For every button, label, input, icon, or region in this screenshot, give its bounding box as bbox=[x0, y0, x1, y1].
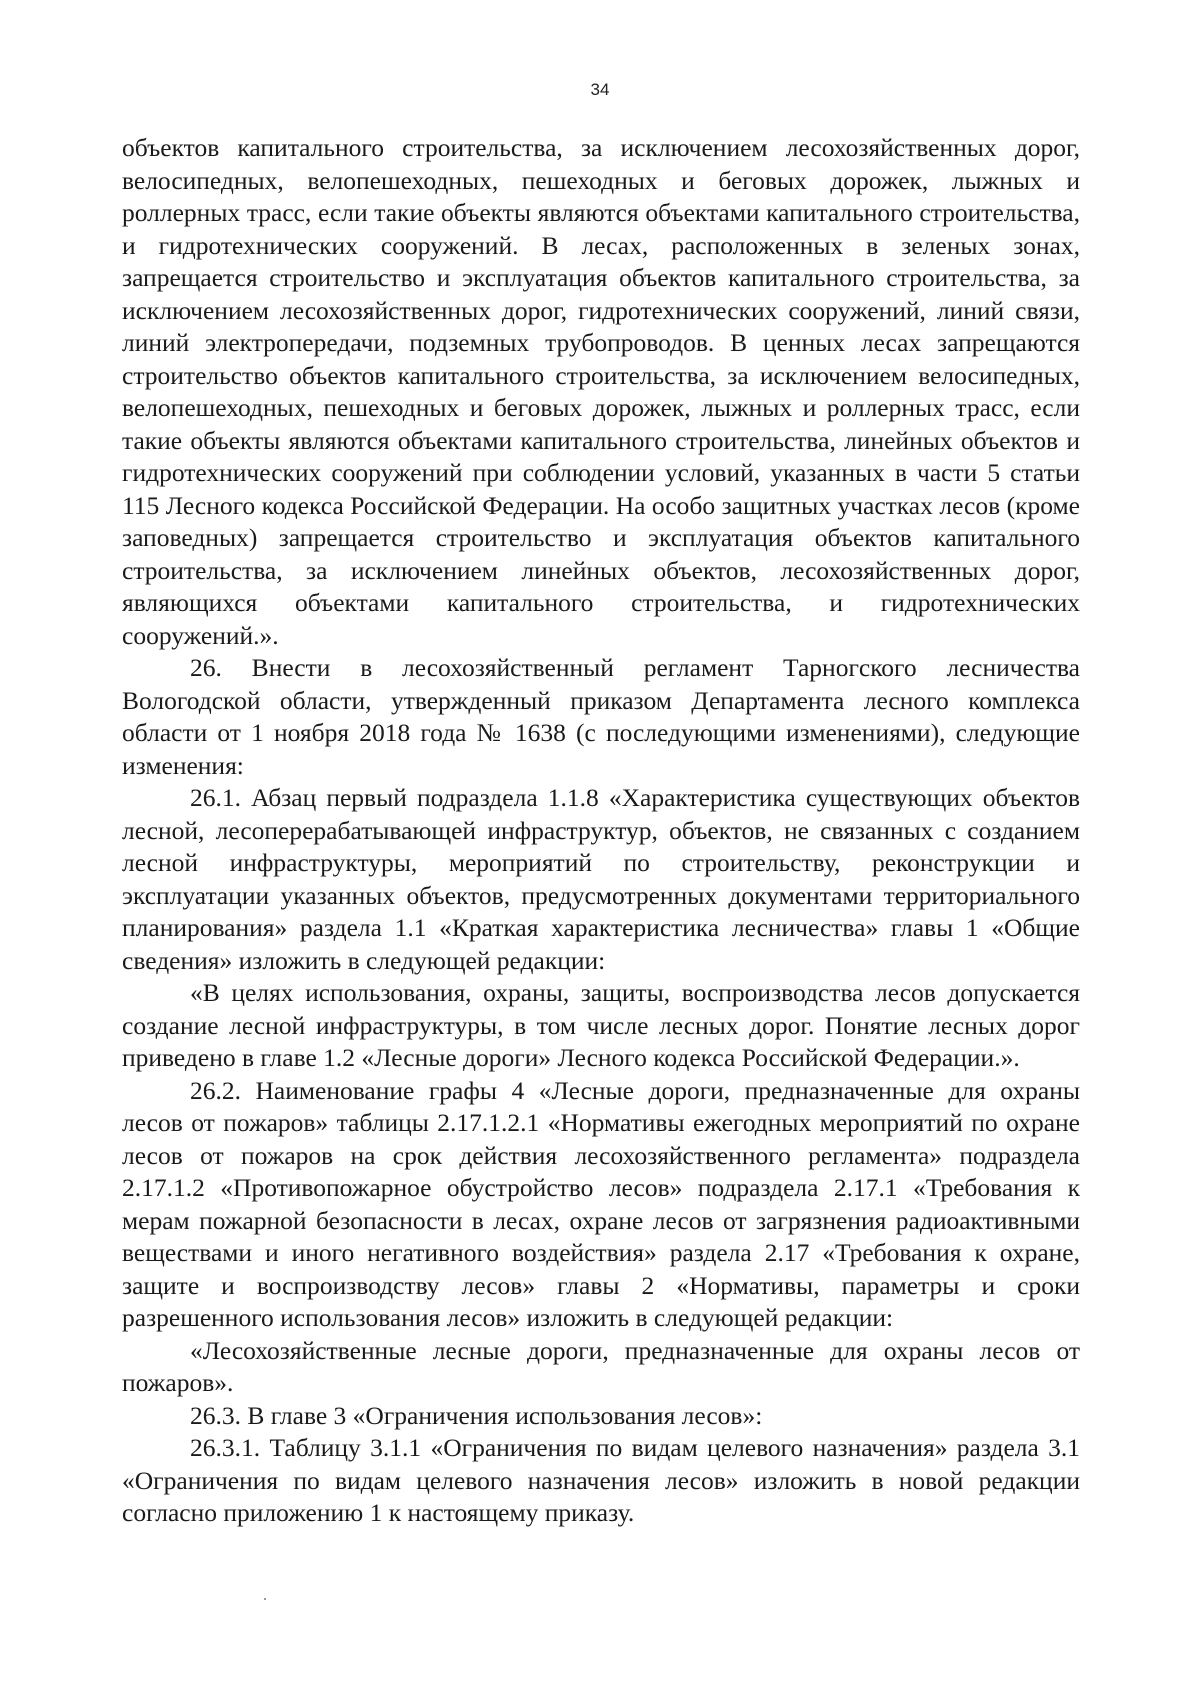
page-number: 34 bbox=[590, 80, 610, 99]
paragraph-item-26-2: 26.2. Наименование графы 4 «Лесные дороги, предназначенные для охраны лесов от пожаров» таблицы 2.17.1.2.1 «Нормативы ежегодных мероприятий по охране лесов от пожаров на срок действия лесохозяйственного регламента» подраздела 2.17.1.2 «Противопожарное обустройство лесов» подраздела 2.17.1 «Требования к мерам пожарной безопасности в лесах, охране лесов от загрязнения радиоактивными веществами и иного негативного воздействия» раздела 2.17 «Требования к охране, защите и воспроизводству лесов» главы 2 «Нормативы, параметры и сроки разрешенного использования лесов» изложить в следующей редакции: bbox=[122, 1075, 1080, 1332]
paragraph-continuation: объектов капитального строительства, за исключением лесохозяйственных дорог, велосипедных, велопешеходных, пешеходных и беговых дорожек, лыжных и роллерных трасс, если такие объекты являются объектами капитального строительства, и гидротехнических сооружений. В лесах, расположенных в зеленых зонах, запрещается строительство и эксплуатация объектов капитального строительства, за исключением лесохозяйственных дорог, гидротехнических сооружений, линий связи, линий электропередачи, подземных трубопроводов. В ценных лесах запрещаются строительство объектов капитального строительства, за исключением велосипедных, велопешеходных, пешеходных и беговых дорожек, лыжных и роллерных трасс, если такие объекты являются объектами капитального строительства, линейных объектов и гидротехнических сооружений при соблюдении условий, указанных в части 5 статьи 115 Лесного кодекса Российской Федерации. На особо защитных участках лесов (кроме заповедных) запрещается строительство и эксплуатация объектов капитального строительства, за исключением линейных объектов, лесохозяйственных дорог, являющихся объектами капитального строительства, и гидротехнических сооружений.». bbox=[122, 133, 1080, 650]
paragraph-item-26-3-1: 26.3.1. Таблицу 3.1.1 «Ограничения по видам целевого назначения» раздела 3.1 «Ограничения по видам целевого назначения лесов» изложить в новой редакции согласно приложению 1 к настоящему приказу. bbox=[122, 1433, 1080, 1527]
document-body bbox=[122, 132, 1080, 1530]
paragraph-item-26-3: 26.3. В главе 3 «Ограничения использования лесов»: bbox=[190, 1400, 763, 1430]
paragraph-item-26-1: 26.1. Абзац первый подраздела 1.1.8 «Характеристика существующих объектов лесной, лесоперерабатывающей инфраструктур, объектов, не связанных с созданием лесной инфраструктуры, мероприятий по строительству, реконструкции и эксплуатации указанных объектов, предусмотренных документами территориального планирования» раздела 1.1 «Краткая характеристика лесничества» главы 1 «Общие сведения» изложить в следующей редакции: bbox=[122, 783, 1080, 975]
paragraph-quote-26-1: «В целях использования, охраны, защиты, воспроизводства лесов допускается создание лесной инфраструктуры, в том числе лесных дорог. Понятие лесных дорог приведено в главе 1.2 «Лесные дороги» Лесного кодекса Российской Федерации.». bbox=[122, 978, 1080, 1072]
scan-speck bbox=[264, 1598, 266, 1600]
paragraph-quote-26-2: «Лесохозяйственные лесные дороги, предназначенные для охраны лесов от пожаров». bbox=[122, 1335, 1080, 1397]
paragraph-item-26: 26. Внести в лесохозяйственный регламент Тарногского лесничества Вологодской области, утвержденный приказом Департамента лесного комплекса области от 1 ноября 2018 года № 1638 (с последующими изменениями), следующие изменения: bbox=[122, 653, 1080, 780]
